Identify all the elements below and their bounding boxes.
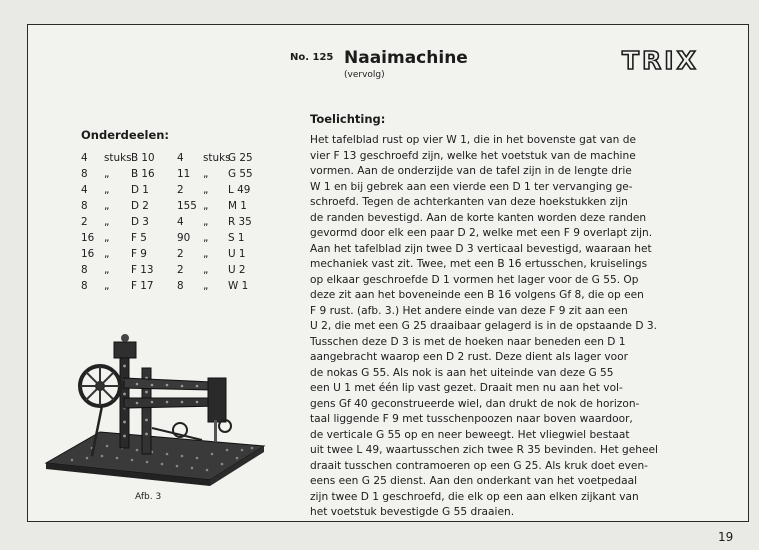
parts-cell: L 49 (228, 184, 251, 196)
parts-cell: „ (203, 280, 209, 292)
parts-cell: 8 (177, 280, 184, 292)
parts-cell: 4 (177, 216, 184, 228)
parts-cell: „ (203, 264, 209, 276)
parts-row (81, 182, 256, 198)
parts-cell: 4 (81, 152, 88, 164)
parts-cell: B 16 (131, 168, 155, 180)
parts-row (81, 262, 256, 278)
text-line: Tusschen deze D 3 is met de hoeken naar beneden een D 1 (310, 335, 626, 348)
page-number: 19 (718, 530, 734, 544)
parts-cell: 2 (177, 184, 184, 196)
parts-cell: D 3 (131, 216, 149, 228)
text-line: vier F 13 geschroefd zijn, welke het voetstuk van de machine (310, 149, 636, 162)
parts-cell: stuks (104, 152, 132, 164)
text-line: op elkaar geschroefde D 1 vormen het lager voor de G 55. Op (310, 273, 639, 286)
parts-cell: 16 (81, 248, 95, 260)
parts-cell: 4 (177, 152, 184, 164)
parts-row (81, 198, 256, 214)
parts-cell: „ (203, 184, 209, 196)
text-line: F 9 rust. (afb. 3.) Het andere einde van deze F 9 zit aan een (310, 304, 628, 317)
parts-cell: „ (104, 184, 110, 196)
parts-cell: „ (104, 280, 110, 292)
explanation-title: Toelichting: (310, 112, 386, 126)
parts-cell: 2 (177, 264, 184, 276)
text-line: Het tafelblad rust op vier W 1, die in het bovenste gat van de (310, 134, 636, 146)
text-line: schroefd. Tegen de achterkanten van deze hoekstukken zijn (310, 196, 628, 208)
parts-cell: F 9 (131, 248, 147, 260)
parts-row (81, 278, 256, 294)
trix-logo: TRIX (622, 46, 699, 75)
text-line: W 1 en bij gebrek aan een vierde een D 1 ter vervanging ge- (310, 180, 633, 193)
parts-cell: R 35 (228, 216, 252, 228)
text-line: mechaniek vast zit. Twee, met een B 16 ertusschen, kruiselings (310, 258, 648, 270)
parts-cell: „ (104, 232, 110, 244)
parts-row (81, 230, 256, 246)
parts-cell: G 25 (228, 152, 253, 164)
figure-caption: Afb. 3 (135, 492, 162, 502)
text-line: gens Gf 40 geconstrueerde wiel, dan drukt de nok de horizon- (310, 397, 640, 410)
parts-row (81, 246, 256, 262)
text-line: een U 1 met één lip vast gezet. Draait men nu aan het vol- (310, 382, 623, 394)
parts-row (81, 214, 256, 230)
sewing-machine-illustration (42, 328, 266, 488)
parts-cell: 90 (177, 232, 191, 244)
parts-list-title: Onderdeelen: (81, 128, 170, 142)
text-line: gevormd door elk een paar D 2, welke met een F 9 overlapt zijn. (310, 227, 653, 239)
parts-row (81, 150, 256, 166)
parts-cell: 155 (177, 200, 197, 212)
parts-cell: „ (203, 168, 209, 180)
text-line: de randen bevestigd. Aan de korte kanten worden deze randen (310, 211, 647, 224)
parts-cell: „ (104, 216, 110, 228)
text-line: uit twee L 49, waartusschen zich twee R 35 bevinden. Het geheel (310, 444, 658, 456)
explanation-text (310, 133, 690, 521)
page-subtitle: (vervolg) (344, 70, 385, 80)
text-line: deze zit aan het boveneinde een B 16 volgens Gf 8, die op een (310, 289, 644, 301)
parts-cell: 16 (81, 232, 95, 244)
text-line: de verticale G 55 op en neer beweegt. Het vliegwiel bestaat (310, 428, 630, 441)
parts-cell: 8 (81, 168, 88, 180)
parts-cell: S 1 (228, 232, 245, 244)
text-line: zijn twee D 1 geschroefd, die elk op een aan elken zijkant van (310, 490, 639, 503)
parts-cell: 2 (177, 248, 184, 260)
text-line: vormen. Aan de onderzijde van de tafel zijn in de lengte drie (310, 165, 632, 177)
parts-cell: „ (203, 248, 209, 260)
text-line: aangebracht waarop een D 2 rust. Deze dient als lager voor (310, 351, 628, 363)
parts-cell: 8 (81, 200, 88, 212)
parts-list (81, 150, 256, 294)
parts-cell: 8 (81, 280, 88, 292)
text-line: de nokas G 55. Als nok is aan het uiteinde van deze G 55 (310, 366, 614, 379)
parts-cell: „ (104, 168, 110, 180)
parts-cell: „ (104, 248, 110, 260)
parts-cell: 11 (177, 168, 191, 180)
text-line: U 2, die met een G 25 draaibaar gelagerd is in de opstaande D 3. (310, 320, 657, 332)
text-line: Aan het tafelblad zijn twee D 3 verticaal bevestigd, waaraan het (310, 242, 652, 255)
model-number: No. 125 (290, 52, 334, 63)
page-title: Naaimachine (344, 48, 468, 68)
parts-cell: stuks (203, 152, 231, 164)
parts-cell: G 55 (228, 168, 253, 180)
parts-cell: D 2 (131, 200, 149, 212)
parts-cell: 4 (81, 184, 88, 196)
parts-cell: „ (203, 232, 209, 244)
parts-cell: U 1 (228, 248, 246, 260)
text-line: draait tusschen contramoeren op een G 25. Als kruk doet even- (310, 459, 648, 472)
parts-cell: U 2 (228, 264, 246, 276)
parts-cell: B 10 (131, 152, 155, 164)
parts-cell: „ (203, 200, 209, 212)
parts-row (81, 166, 256, 182)
text-line: het voetstuk bevestigde G 55 draaien. (310, 506, 515, 518)
parts-cell: F 5 (131, 232, 147, 244)
parts-cell: „ (104, 264, 110, 276)
parts-cell: 2 (81, 216, 88, 228)
parts-cell: 8 (81, 264, 88, 276)
text-line: eens een G 25 dienst. Aan den onderkant van het voetpedaal (310, 475, 638, 487)
parts-cell: W 1 (228, 280, 249, 292)
parts-cell: F 17 (131, 280, 154, 292)
parts-cell: D 1 (131, 184, 149, 196)
parts-cell: „ (104, 200, 110, 212)
text-line: taal liggende F 9 met tusschenpoozen naar boven waardoor, (310, 413, 633, 425)
parts-cell: F 13 (131, 264, 154, 276)
parts-cell: „ (203, 216, 209, 228)
parts-cell: M 1 (228, 200, 247, 212)
